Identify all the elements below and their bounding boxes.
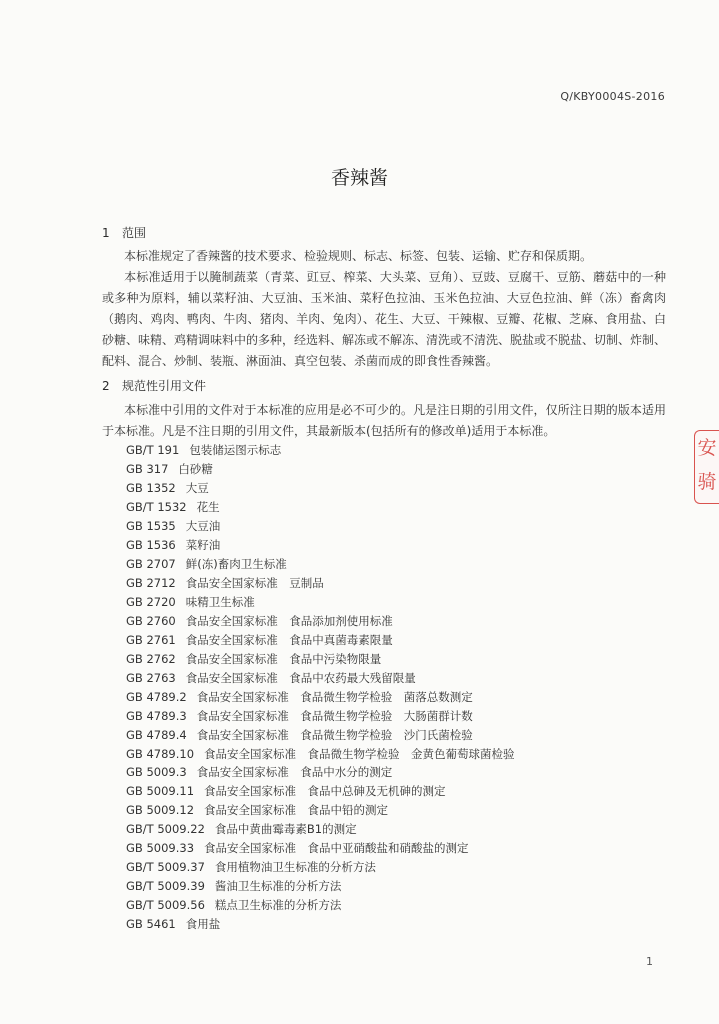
reference-code: GB 2761: [126, 632, 176, 647]
reference-code: GB 5009.12: [126, 803, 195, 818]
reference-code: GB 4789.2: [126, 689, 187, 704]
reference-item: [126, 726, 515, 745]
reference-code: GB 2720: [126, 594, 176, 609]
reference-code: GB/T 191: [126, 443, 180, 457]
reference-item: [126, 915, 515, 934]
reference-list: [126, 441, 515, 934]
section-2-number: 2: [102, 379, 110, 393]
section-1-heading: [102, 224, 146, 241]
reference-title: 食品安全国家标准 食品中真菌毒素限量: [185, 632, 393, 647]
section-2-heading: [102, 377, 206, 394]
section-2-title: 规范性引用文件: [122, 379, 207, 393]
reference-title: 鲜(冻)畜肉卫生标准: [185, 556, 287, 571]
reference-title: 食品安全国家标准 食品中总砷及无机砷的测定: [204, 784, 446, 799]
reference-title: 食品安全国家标准 食品微生物学检验 沙门氏菌检验: [196, 727, 473, 742]
reference-code: GB 5009.3: [126, 765, 187, 780]
reference-title: 食品安全国家标准 食品中水分的测定: [196, 765, 393, 780]
reference-item: [126, 612, 515, 631]
reference-code: GB 2763: [126, 670, 176, 685]
reference-item: [126, 441, 515, 460]
reference-item: [126, 688, 515, 707]
reference-title: 食品安全国家标准 食品微生物学检验 菌落总数测定: [196, 689, 473, 704]
reference-item: [126, 839, 515, 858]
reference-item: [126, 820, 515, 839]
reference-item: [126, 801, 515, 820]
reference-item: [126, 782, 515, 801]
reference-item: [126, 574, 515, 593]
page-number: 1: [646, 955, 653, 968]
reference-title: 食品中黄曲霉毒素B1的测定: [214, 822, 357, 837]
reference-code: GB/T 1532: [126, 499, 187, 514]
reference-code: GB 317: [126, 461, 169, 476]
reference-title: 白砂糖: [178, 461, 213, 476]
reference-code: GB 2760: [126, 613, 176, 628]
reference-title: 食品安全国家标准 食品微生物学检验 金黄色葡萄球菌检验: [204, 746, 515, 761]
reference-title: 食用盐: [185, 917, 221, 932]
reference-title: 食品安全国家标准 食品中铅的测定: [204, 803, 389, 818]
reference-item: [126, 877, 515, 896]
reference-code: GB/T 5009.39: [126, 879, 205, 894]
references-intro: [102, 400, 666, 442]
reference-code: GB/T 5009.56: [126, 898, 205, 913]
reference-title: 食品安全国家标准 食品中农药最大残留限量: [185, 670, 416, 685]
reference-code: GB 4789.4: [126, 727, 187, 742]
reference-item: [126, 669, 515, 688]
reference-code: GB 5009.33: [126, 841, 195, 856]
reference-item: [126, 536, 515, 555]
reference-code: GB 1536: [126, 537, 176, 552]
reference-title: 食品安全国家标准 豆制品: [185, 575, 324, 590]
reference-item: [126, 498, 515, 517]
document-title: 香辣酱: [330, 167, 388, 189]
reference-title: 大豆: [185, 480, 209, 495]
reference-code: GB/T 5009.22: [126, 822, 205, 837]
references-intro-text: 本标准中引用的文件对于本标准的应用是必不可少的。凡是注日期的引用文件，仅所注日期的版本适用于本标准。凡是不注日期的引用文件，其最新版本(包括所有的修改单)适用于本标准。: [102, 403, 666, 438]
reference-item: [126, 460, 515, 479]
reference-item: [126, 858, 515, 877]
reference-item: [126, 707, 515, 726]
reference-code: GB/T 5009.37: [126, 860, 205, 875]
scope-paragraph-1: [102, 246, 666, 267]
section-1-title: 范围: [122, 226, 147, 240]
document-code: Q/KBY0004S-2016: [560, 90, 665, 103]
reference-item: [126, 896, 515, 915]
reference-item: [126, 763, 515, 782]
reference-title: 糕点卫生标准的分析方法: [214, 898, 342, 913]
section-1-number: 1: [102, 226, 110, 240]
scope-paragraph-1-text: 本标准规定了香辣酱的技术要求、检验规则、标志、标签、包装、运输、贮存和保质期。: [124, 249, 593, 263]
reference-title: 食品安全国家标准 食品添加剂使用标准: [185, 613, 393, 628]
reference-item: [126, 517, 515, 536]
reference-item: [126, 631, 515, 650]
reference-title: 花生: [196, 499, 220, 514]
reference-title: 酱油卫生标准的分析方法: [214, 879, 342, 894]
reference-item: [126, 555, 515, 574]
reference-title: 大豆油: [185, 518, 221, 533]
reference-title: 食品安全国家标准 食品微生物学检验 大肠菌群计数: [196, 708, 473, 723]
seal-stamp-text: 安骑: [697, 437, 717, 493]
reference-title: 食品安全国家标准 食品中污染物限量: [185, 651, 382, 666]
reference-code: GB 5461: [126, 917, 176, 932]
reference-title: 食用植物油卫生标准的分析方法: [214, 860, 376, 875]
reference-code: GB 2707: [126, 556, 176, 571]
reference-item: [126, 650, 515, 669]
reference-title: 包装储运图示标志: [189, 443, 282, 457]
reference-code: GB 5009.11: [126, 784, 195, 799]
reference-code: GB 1352: [126, 480, 176, 495]
reference-item: [126, 745, 515, 764]
reference-code: GB 2762: [126, 651, 176, 666]
reference-item: [126, 593, 515, 612]
reference-code: GB 2712: [126, 575, 176, 590]
reference-title: 菜籽油: [185, 537, 221, 552]
reference-code: GB 4789.3: [126, 708, 187, 723]
scope-paragraph-2-text: 本标准适用于以腌制蔬菜（青菜、豇豆、榨菜、大头菜、豆角）、豆豉、豆腐干、豆筋、蘑菇中的一种或多种为原料，辅以菜籽油、大豆油、玉米油、菜籽色拉油、玉米色拉油、大豆色拉油、鲜（冻）畜禽肉（鹅肉、鸡肉、鸭肉、牛肉、猪肉、羊肉、兔肉）、花生、大豆、干辣椒、豆瓣、花椒、芝麻、食用盐、白砂糖、味精、鸡精调味料中的多种，经选料、解冻或不解冻、清洗或不清洗、脱盐或不脱盐、切制、炸制、配料、混合、炒制、装瓶、淋面油、真空包装、杀菌而成的即食性香辣酱。: [102, 270, 667, 368]
reference-title: 味精卫生标准: [185, 594, 255, 609]
reference-code: GB 1535: [126, 518, 176, 533]
reference-title: 食品安全国家标准 食品中亚硝酸盐和硝酸盐的测定: [204, 841, 469, 856]
reference-item: [126, 479, 515, 498]
reference-code: GB 4789.10: [126, 746, 195, 761]
scope-paragraph-2: [102, 267, 666, 372]
seal-stamp: [694, 430, 719, 504]
